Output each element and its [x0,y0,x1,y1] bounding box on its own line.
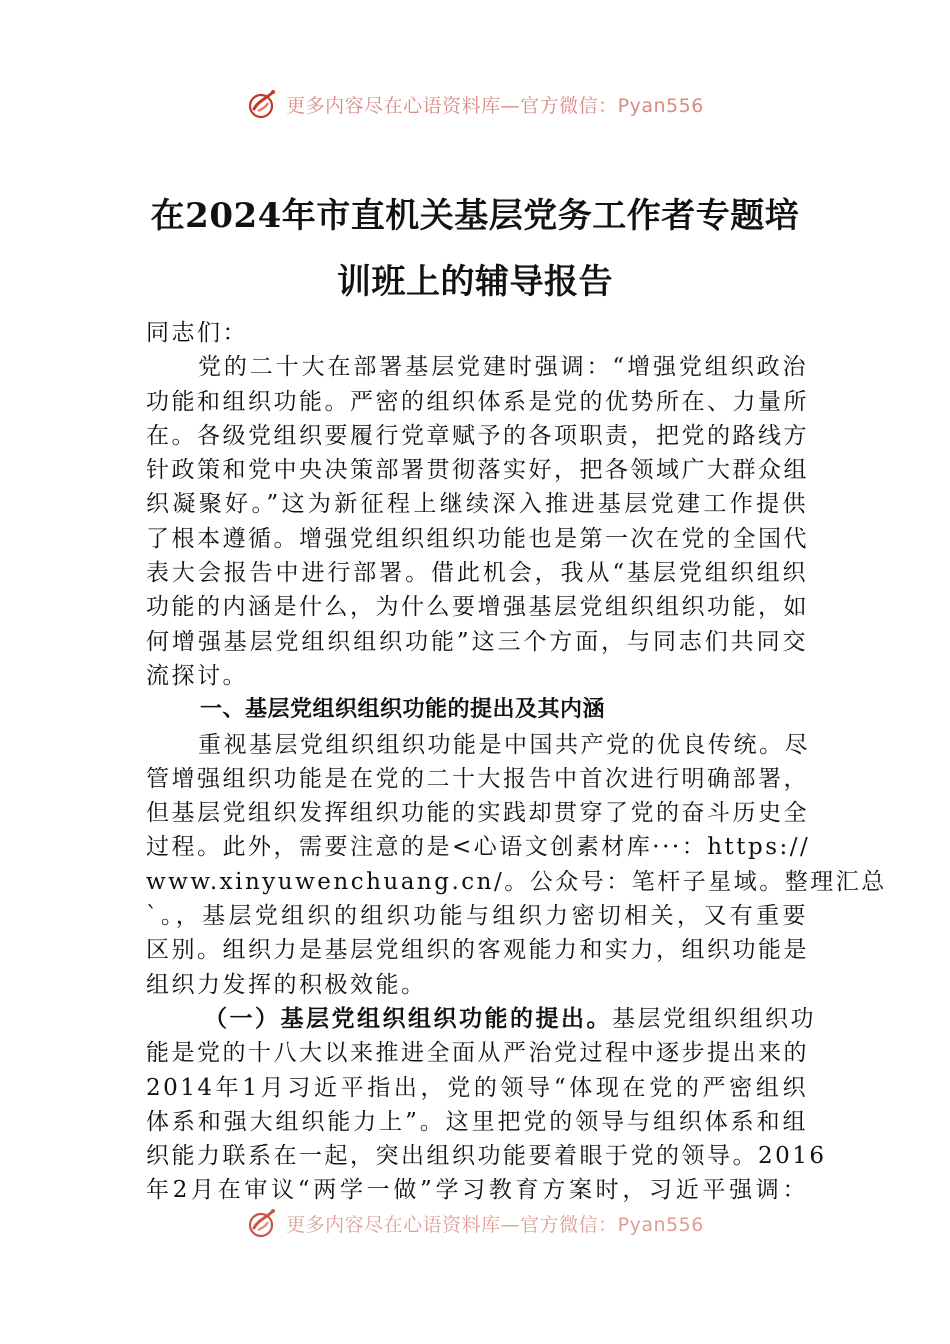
paragraph-line: 过程。此外，需要注意的是<心语文创素材库···：https:// [146,834,811,861]
paragraph-line: 功能的内涵是什么，为什么要增强基层党组织组织功能，如 [146,594,809,621]
paragraph-line: 针政策和党中央决策部署贯彻落实好，把各领域广大群众组 [146,457,809,484]
subsection-line [146,1002,816,1036]
paragraph-line: 年2月在审议“两学一做”学习教育方案时，习近平强调： [146,1177,808,1204]
header-watermark-text: 更多内容尽在心语资料库—官方微信：Pyan556 [286,94,704,117]
paragraph-line: 重视基层党组织组织功能是中国共产党的优良传统。尽 [198,731,810,758]
paragraph-text: 基层党组织组织功 [612,1005,816,1032]
paragraph-line: 区别。组织力是基层党组织的客观能力和实力，组织功能是 [146,937,809,964]
document-title-line-1: 在2024年市直机关基层党务工作者专题培 [150,196,800,236]
paragraph-line: 了根本遵循。增强党组织组织功能也是第一次在党的全国代 [146,525,809,552]
paragraph-line: 表大会报告中进行部署。借此机会，我从“基层党组织组织 [146,560,808,587]
paragraph-line: 流探讨。 [146,662,248,689]
salutation: 同志们： [146,320,248,346]
paragraph-line: 何增强基层党组织组织功能”这三个方面，与同志们共同交 [146,628,808,655]
subsection-heading-1: （一）基层党组织组织功能的提出。 [204,1004,612,1032]
ink-brush-logo-icon [246,87,280,121]
paragraph-line: 组织力发挥的积极效能。 [146,971,427,998]
footer-watermark-text: 更多内容尽在心语资料库—官方微信：Pyan556 [286,1213,704,1236]
ink-brush-logo-icon [246,1206,280,1240]
paragraph-line: 2014年1月习近平指出，党的领导“体现在党的严密组织 [146,1074,808,1101]
paragraph-line: 能是党的十八大以来推进全面从严治党过程中逐步提出来的 [146,1040,809,1067]
paragraph-line: `。，基层党组织的组织功能与组织力密切相关，又有重要 [146,903,808,930]
section-heading-1: 一、基层党组织组织功能的提出及其内涵 [200,697,606,723]
paragraph-line: 但基层党组织发挥组织功能的实践却贯穿了党的奋斗历史全 [146,800,809,827]
paragraph-line: 党的二十大在部署基层党建时强调：“增强党组织政治 [198,354,808,381]
paragraph-line: www.xinyuwenchuang.cn/。公众号：笔杆子星域。整理汇总 [146,868,887,895]
paragraph-line: 功能和组织功能。严密的组织体系是党的优势所在、力量所 [146,388,809,415]
footer-watermark [0,1206,950,1240]
document-title-line-2: 训班上的辅导报告 [337,262,613,302]
paragraph-line: 管增强组织功能是在党的二十大报告中首次进行明确部署， [146,765,809,792]
paragraph-line: 在。各级党组织要履行党章赋予的各项职责，把党的路线方 [146,422,809,449]
paragraph-line: 体系和强大组织能力上”。这里把党的领导与组织体系和组 [146,1108,808,1135]
paragraph-line: 织凝聚好。”这为新征程上继续深入推进基层党建工作提供 [146,491,808,518]
paragraph-line: 织能力联系在一起，突出组织功能要着眼于党的领导。2016 [146,1143,827,1170]
header-watermark [0,84,950,124]
document-body [146,316,887,1208]
